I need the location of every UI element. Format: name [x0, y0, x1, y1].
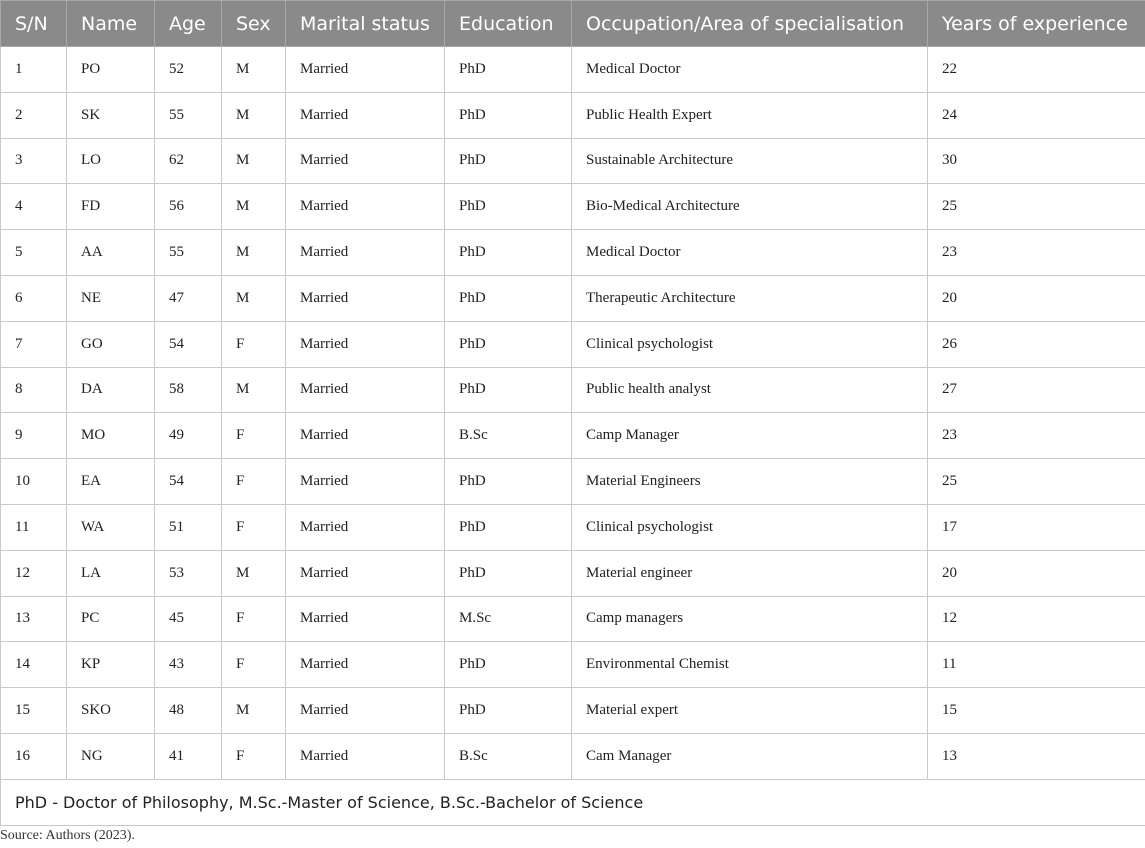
table-cell: 5	[1, 230, 67, 276]
table-row	[1, 733, 1145, 779]
table-row	[1, 596, 1145, 642]
table-cell: 3	[1, 138, 67, 184]
table-cell: Married	[286, 92, 445, 138]
table-cell: 23	[928, 230, 1145, 276]
table-cell: PhD	[445, 367, 572, 413]
table-cell: Married	[286, 275, 445, 321]
table-cell: 15	[1, 688, 67, 734]
table-cell: PhD	[445, 138, 572, 184]
table-cell: PhD	[445, 688, 572, 734]
table-cell: 53	[155, 550, 222, 596]
table-cell: EA	[67, 459, 155, 505]
table-cell: 27	[928, 367, 1145, 413]
table-row	[1, 47, 1145, 93]
table-row	[1, 321, 1145, 367]
table-cell: 17	[928, 504, 1145, 550]
table-cell: 47	[155, 275, 222, 321]
table-cell: 1	[1, 47, 67, 93]
table-cell: Married	[286, 733, 445, 779]
table-cell: Clinical psychologist	[572, 504, 928, 550]
table-cell: Camp Manager	[572, 413, 928, 459]
table-cell: Environmental Chemist	[572, 642, 928, 688]
table-cell: 12	[1, 550, 67, 596]
table-cell: 56	[155, 184, 222, 230]
table-cell: Married	[286, 367, 445, 413]
table-cell: 41	[155, 733, 222, 779]
table-cell: Bio-Medical Architecture	[572, 184, 928, 230]
table-cell: 22	[928, 47, 1145, 93]
table-cell: PhD	[445, 92, 572, 138]
table-cell: SKO	[67, 688, 155, 734]
table-cell: MO	[67, 413, 155, 459]
table-cell: 4	[1, 184, 67, 230]
table-cell: F	[222, 321, 286, 367]
table-body	[1, 47, 1145, 780]
table-row	[1, 230, 1145, 276]
footnote-row	[1, 779, 1145, 825]
source-note: Source: Authors (2023).	[0, 828, 135, 843]
table-cell: AA	[67, 230, 155, 276]
table-cell: Married	[286, 138, 445, 184]
table-cell: NE	[67, 275, 155, 321]
table-footer	[1, 779, 1145, 825]
table-cell: 12	[928, 596, 1145, 642]
table-cell: PC	[67, 596, 155, 642]
table-cell: 54	[155, 321, 222, 367]
table-cell: LO	[67, 138, 155, 184]
table-cell: 15	[928, 688, 1145, 734]
table-cell: 54	[155, 459, 222, 505]
table-cell: WA	[67, 504, 155, 550]
table-cell: LA	[67, 550, 155, 596]
table-cell: Sustainable Architecture	[572, 138, 928, 184]
table-row	[1, 92, 1145, 138]
table-cell: 13	[928, 733, 1145, 779]
table-cell: M	[222, 230, 286, 276]
table-cell: Cam Manager	[572, 733, 928, 779]
column-header: S/N	[1, 1, 67, 47]
table-cell: 25	[928, 459, 1145, 505]
table-cell: 55	[155, 230, 222, 276]
table-cell: M	[222, 275, 286, 321]
table-cell: 58	[155, 367, 222, 413]
table-cell: Married	[286, 504, 445, 550]
table-cell: 23	[928, 413, 1145, 459]
table-cell: 45	[155, 596, 222, 642]
table-cell: M	[222, 688, 286, 734]
table-cell: M.Sc	[445, 596, 572, 642]
table-cell: M	[222, 92, 286, 138]
table-row	[1, 184, 1145, 230]
table-cell: DA	[67, 367, 155, 413]
table-cell: PhD	[445, 230, 572, 276]
table-cell: 9	[1, 413, 67, 459]
table-cell: KP	[67, 642, 155, 688]
table-cell: Married	[286, 413, 445, 459]
table-cell: Clinical psychologist	[572, 321, 928, 367]
table-row	[1, 688, 1145, 734]
table-row	[1, 459, 1145, 505]
table-cell: Public health analyst	[572, 367, 928, 413]
table-cell: 10	[1, 459, 67, 505]
column-header: Occupation/Area of specialisation	[572, 1, 928, 47]
table-cell: Therapeutic Architecture	[572, 275, 928, 321]
table-cell: 62	[155, 138, 222, 184]
table-cell: PhD	[445, 321, 572, 367]
table-cell: 11	[928, 642, 1145, 688]
header-row	[1, 1, 1145, 47]
table-row	[1, 413, 1145, 459]
table-cell: B.Sc	[445, 733, 572, 779]
table-cell: F	[222, 733, 286, 779]
table-cell: Medical Doctor	[572, 230, 928, 276]
table-cell: Married	[286, 596, 445, 642]
table-cell: 20	[928, 275, 1145, 321]
table-cell: M	[222, 550, 286, 596]
table-cell: 14	[1, 642, 67, 688]
table-cell: 48	[155, 688, 222, 734]
table-cell: Material expert	[572, 688, 928, 734]
table-cell: 7	[1, 321, 67, 367]
table-cell: Married	[286, 550, 445, 596]
table-cell: PhD	[445, 459, 572, 505]
table-cell: 16	[1, 733, 67, 779]
table-cell: 13	[1, 596, 67, 642]
column-header: Years of experience	[928, 1, 1145, 47]
table-row	[1, 550, 1145, 596]
table-cell: Material engineer	[572, 550, 928, 596]
table-cell: F	[222, 504, 286, 550]
column-header: Sex	[222, 1, 286, 47]
table-row	[1, 504, 1145, 550]
table-cell: 52	[155, 47, 222, 93]
table-cell: Camp managers	[572, 596, 928, 642]
table-cell: 11	[1, 504, 67, 550]
table-cell: PO	[67, 47, 155, 93]
table-cell: 20	[928, 550, 1145, 596]
table-cell: 26	[928, 321, 1145, 367]
table-cell: PhD	[445, 642, 572, 688]
table-cell: 51	[155, 504, 222, 550]
table-row	[1, 275, 1145, 321]
column-header: Age	[155, 1, 222, 47]
table-cell: Married	[286, 688, 445, 734]
table-cell: Married	[286, 230, 445, 276]
table-cell: PhD	[445, 184, 572, 230]
table-cell: Married	[286, 47, 445, 93]
table-cell: Material Engineers	[572, 459, 928, 505]
table-cell: Married	[286, 459, 445, 505]
table-cell: F	[222, 459, 286, 505]
table-row	[1, 367, 1145, 413]
table-cell: Medical Doctor	[572, 47, 928, 93]
table-cell: 30	[928, 138, 1145, 184]
table-cell: 24	[928, 92, 1145, 138]
table-cell: M	[222, 47, 286, 93]
table-cell: 43	[155, 642, 222, 688]
table-cell: 2	[1, 92, 67, 138]
table-cell: SK	[67, 92, 155, 138]
table-row	[1, 138, 1145, 184]
table-cell: M	[222, 184, 286, 230]
table-cell: FD	[67, 184, 155, 230]
table-cell: PhD	[445, 47, 572, 93]
table-cell: M	[222, 138, 286, 184]
table-cell: 8	[1, 367, 67, 413]
column-header: Marital status	[286, 1, 445, 47]
table-cell: 49	[155, 413, 222, 459]
table-cell: M	[222, 367, 286, 413]
footnote-text: PhD - Doctor of Philosophy, M.Sc.-Master of Science, B.Sc.-Bachelor of Science	[1, 779, 1145, 825]
table-cell: F	[222, 413, 286, 459]
table-cell: Married	[286, 321, 445, 367]
table-cell: PhD	[445, 550, 572, 596]
column-header: Name	[67, 1, 155, 47]
table-cell: Married	[286, 184, 445, 230]
table-cell: GO	[67, 321, 155, 367]
table-cell: F	[222, 642, 286, 688]
table-cell: Public Health Expert	[572, 92, 928, 138]
table-row	[1, 642, 1145, 688]
table-cell: PhD	[445, 275, 572, 321]
table-cell: 55	[155, 92, 222, 138]
table-cell: Married	[286, 642, 445, 688]
table-cell: 25	[928, 184, 1145, 230]
table-cell: NG	[67, 733, 155, 779]
table-cell: B.Sc	[445, 413, 572, 459]
column-header: Education	[445, 1, 572, 47]
table-cell: 6	[1, 275, 67, 321]
table-cell: PhD	[445, 504, 572, 550]
table-header	[1, 1, 1145, 47]
table-cell: F	[222, 596, 286, 642]
